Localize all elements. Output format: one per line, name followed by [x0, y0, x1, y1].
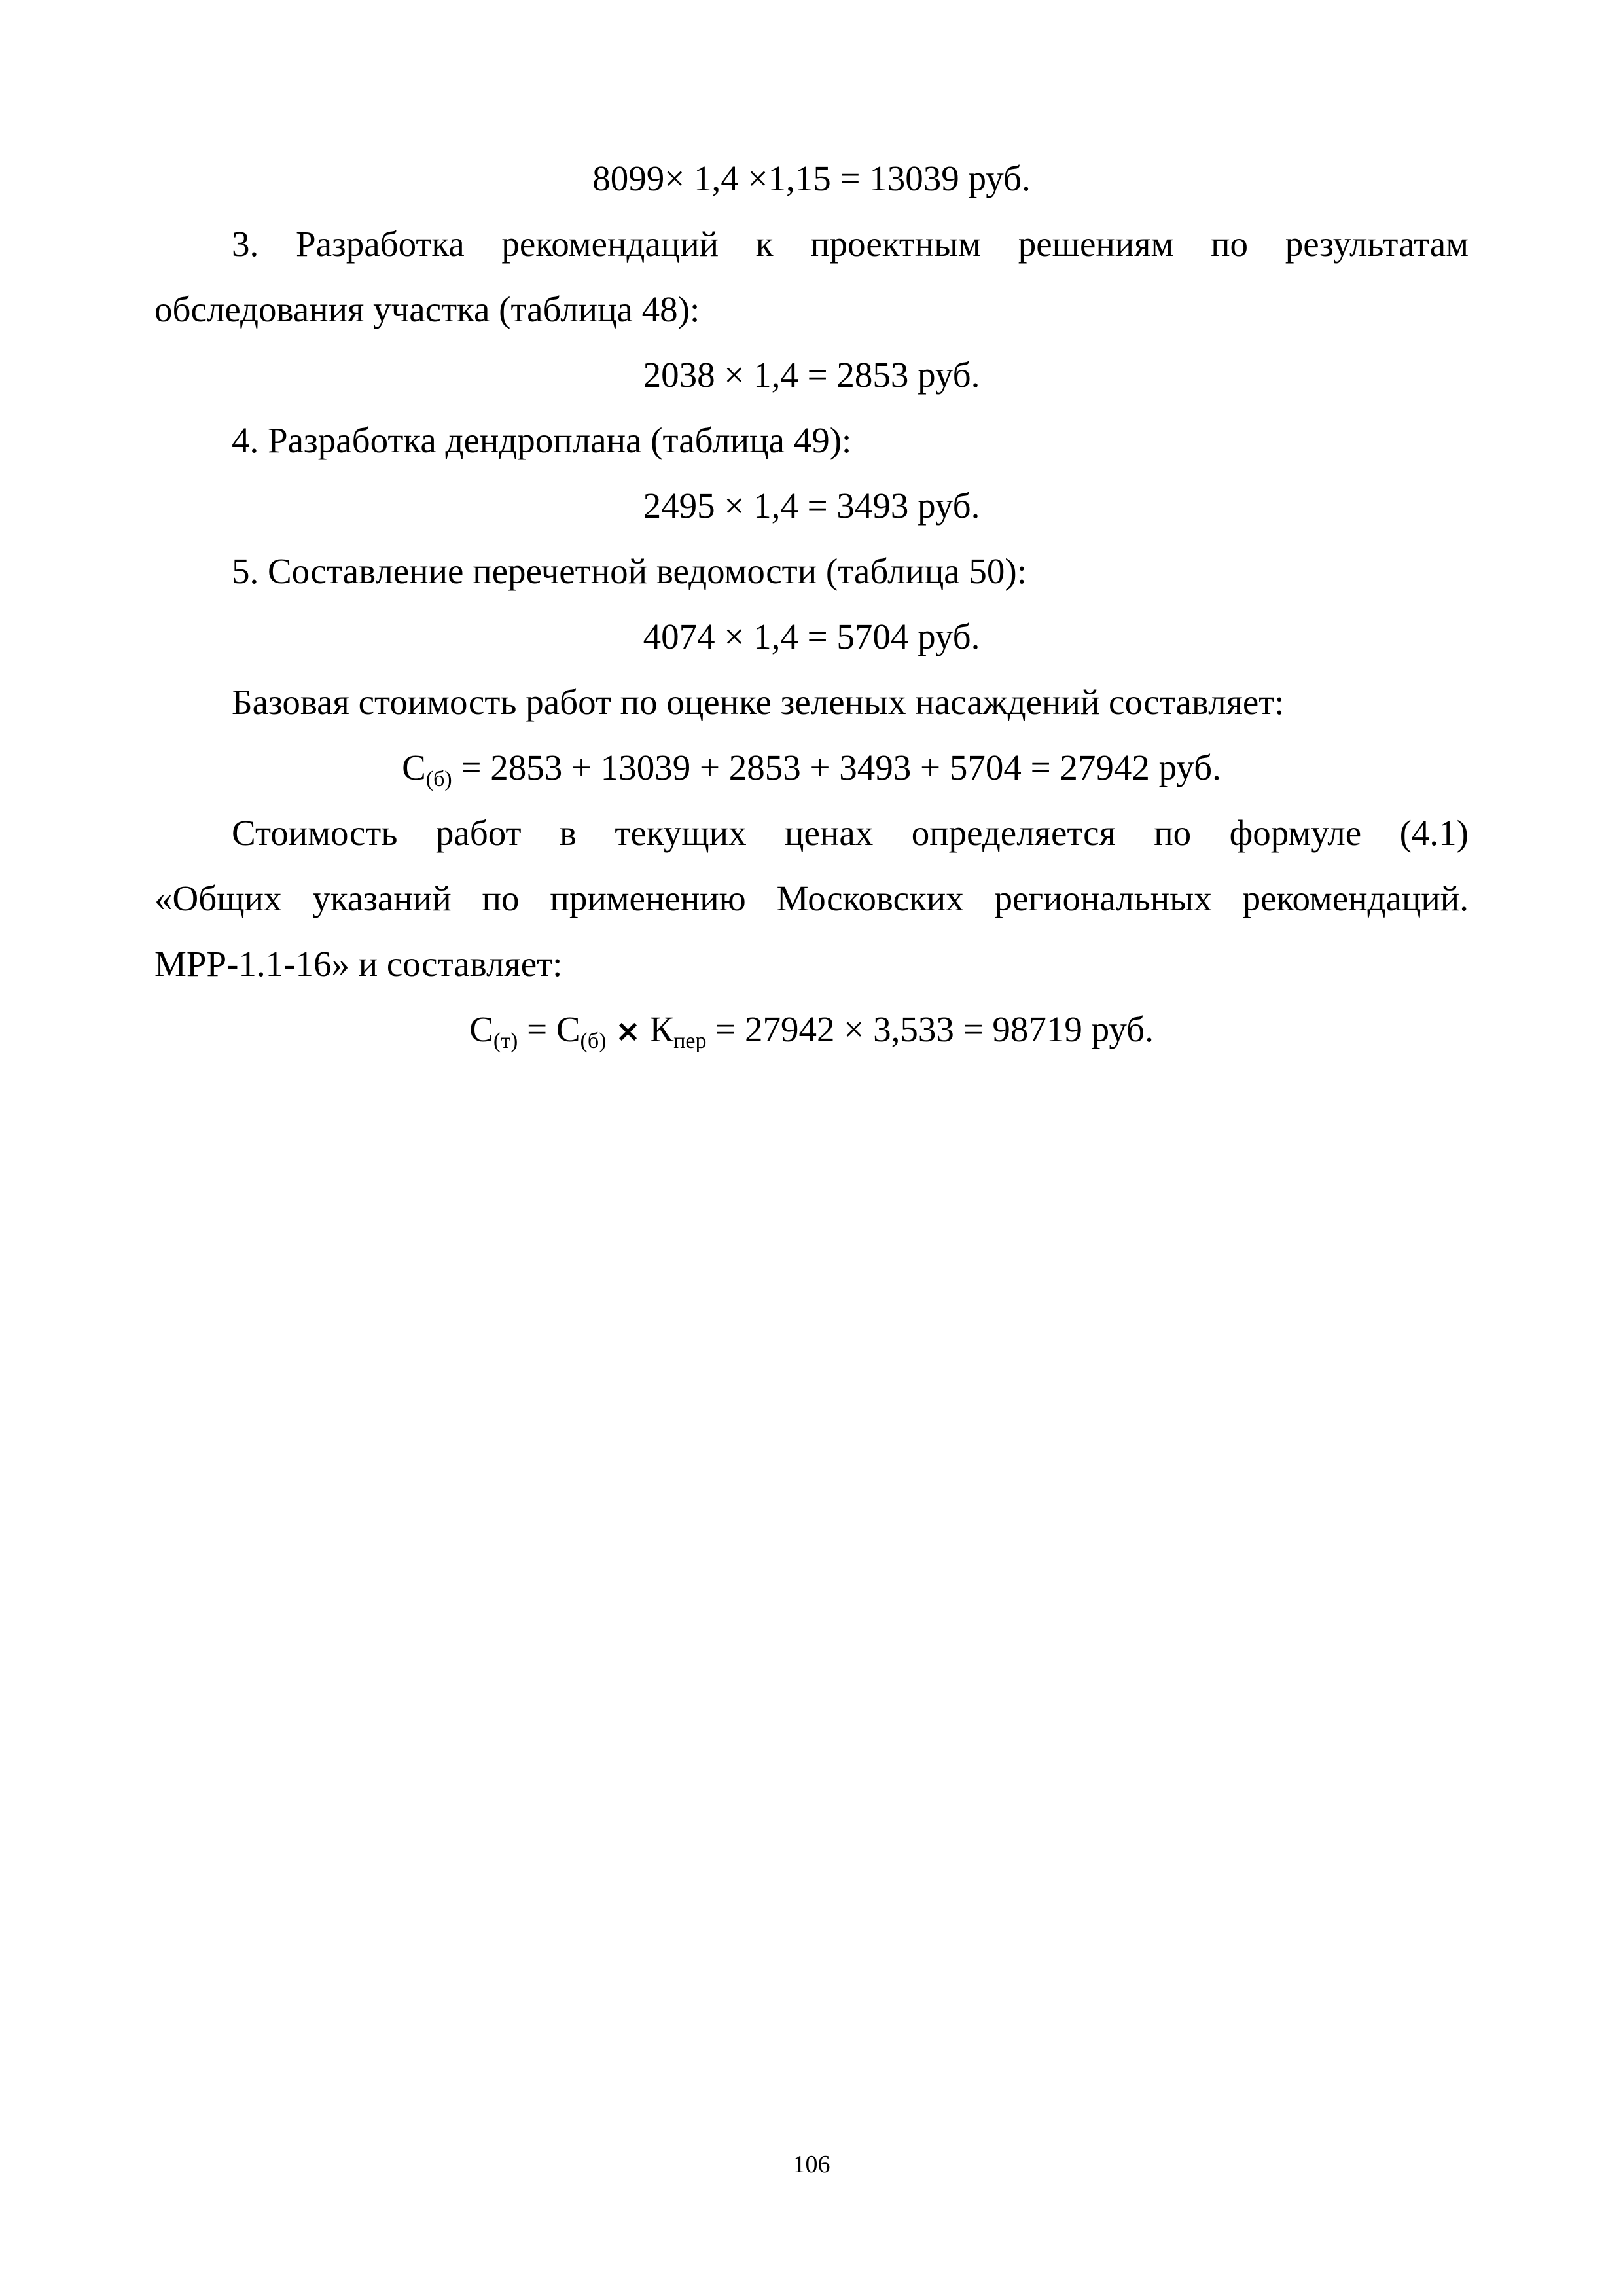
- formula-result: = 27942 × 3,533 = 98719 руб.: [706, 1009, 1154, 1049]
- item-3-number: 3.: [232, 224, 259, 264]
- multiply-sign: ×: [615, 1013, 641, 1049]
- formula-symbol-k: К: [649, 1009, 674, 1049]
- current-cost-formula: [154, 1007, 1469, 1054]
- formula-symbol-c: С: [402, 747, 426, 787]
- formula-expression: = 2853 + 13039 + 2853 + 3493 + 5704 = 27942 руб.: [452, 747, 1221, 787]
- item-3-line: [154, 221, 1469, 267]
- calc-line-4: 2495 × 1,4 = 3493 руб.: [643, 486, 980, 526]
- calc-line-5: 4074 × 1,4 = 5704 руб.: [643, 617, 980, 656]
- current-cost-para-line-1: [154, 810, 1469, 856]
- current-cost-para-line-2: «Общих указаний по применению Московских региональных рекомендаций.: [154, 878, 1469, 918]
- base-cost-intro: Базовая стоимость работ по оценке зеленых насаждений составляет:: [232, 682, 1285, 722]
- formula-symbol-c-b: С: [556, 1009, 580, 1049]
- item-5-line: 5. Составление перечетной ведомости (таблица 50):: [232, 551, 1027, 591]
- formula-subscript-t: (т): [493, 1029, 518, 1053]
- formula-subscript-b: (б): [425, 767, 452, 791]
- item-4-line: 4. Разработка дендроплана (таблица 49):: [232, 420, 852, 460]
- current-cost-para-text-1: Стоимость работ в текущих ценах определяется по формуле (4.1): [232, 813, 1469, 853]
- base-cost-formula: [154, 745, 1469, 791]
- formula-subscript-per: пер: [673, 1029, 707, 1053]
- page-number: 106: [793, 2151, 830, 2178]
- calc-line-2: 8099× 1,4 ×1,15 = 13039 руб.: [592, 158, 1031, 198]
- formula-symbol-c-t: С: [469, 1009, 493, 1049]
- formula-equals: =: [518, 1009, 556, 1049]
- calc-line-3: 2038 × 1,4 = 2853 руб.: [643, 355, 980, 395]
- item-3-continuation: обследования участка (таблица 48):: [154, 289, 700, 329]
- item-3-text: Разработка рекомендаций к проектным решениям по результатам: [295, 224, 1469, 264]
- formula-subscript-b2: (б): [580, 1029, 607, 1053]
- current-cost-para-line-3: МРР-1.1-16» и составляет:: [154, 944, 563, 984]
